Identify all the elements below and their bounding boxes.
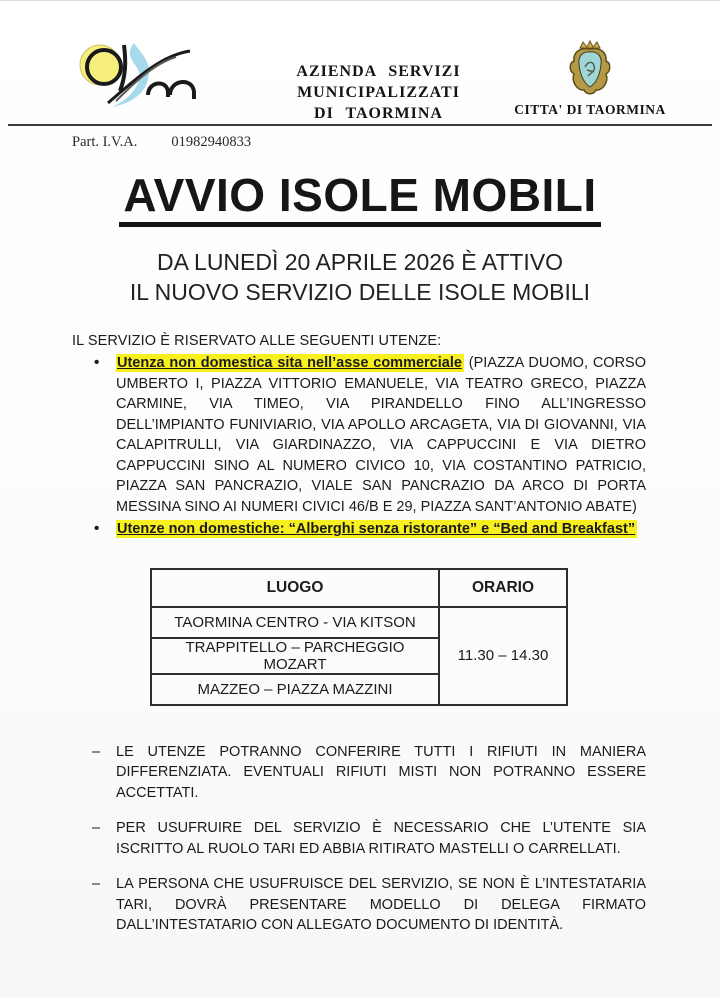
page-title	[0, 171, 720, 227]
table-header-row	[151, 569, 567, 607]
org-name-line1: AZIENDA SERVIZI MUNICIPALIZZATI	[296, 63, 461, 101]
bullet-item-alberghi-bb	[72, 519, 646, 540]
document-body	[0, 333, 720, 936]
table-cell-orario: 11.30 – 14.30	[439, 607, 567, 705]
notes-list	[72, 742, 646, 936]
note-item	[72, 818, 646, 859]
bullet-item-asse-commerciale	[72, 353, 646, 517]
highlighted-phrase: Utenze non domestiche: “Alberghi senza ristorante” e “Bed and Breakfast”	[117, 521, 636, 538]
subtitle	[0, 247, 720, 307]
taormina-crest-icon	[563, 39, 617, 99]
table-cell-luogo: MAZZEO – PIAZZA MAZZINI	[151, 674, 439, 705]
note-text: LA PERSONA CHE USUFRUISCE DEL SERVIZIO, SE NON È L’INTESTATARIA TARI, DOVRÀ PRESENTARE MODELLO DI DELEGA FIRMATO DALL’INTESTATARIO CON ALLEGATO DOCUMENTO DI IDENTITÀ.	[116, 876, 646, 934]
dash-bullet-icon: –	[92, 743, 101, 760]
bullet-rest-text: (PIAZZA DUOMO, CORSO UMBERTO I, PIAZZA VITTORIO EMANUELE, VIA TEATRO GRECO, PIAZZA CARMINE, VIA TIMEO, VIA PIRANDELLO FINO ALL’INGRESSO DELL’IMPIANTO FUNIVIARIO, VIA APOLLO ARCAGETA, VIA DI GIOVANNI, VIA CALAPITRULLI, VIA GIARDINAZZO, VIA CAPPUCCINI E VIA DIETRO CAPPUCCINI SINO AL NUMERO CIVICO 10, VIA COSTANTINO PATRICIO, PIAZZA SAN PANCRAZIO, VIALE SAN PANCRAZIO DA ARCO DI PORTA MESSINA SINO AI NUMERI CIVICI 46/B E 29, PIAZZA SANT’ANTONIO ABATE)	[116, 355, 646, 515]
dash-bullet-icon: –	[92, 876, 101, 893]
note-item	[72, 874, 646, 936]
org-name	[237, 61, 520, 124]
highlighted-phrase: Utenza non domestica sita nell’asse commerciale	[117, 355, 462, 372]
asm-logo-svg	[72, 39, 222, 113]
note-text: PER USUFRUIRE DEL SERVIZIO È NECESSARIO CHE L’UTENTE SIA ISCRITTO AL RUOLO TARI ED ABBIA RITIRATO MASTELLI O CARRELLATI.	[116, 820, 646, 857]
vat-label: Part. I.V.A.	[72, 134, 138, 150]
table-row	[151, 607, 567, 638]
subtitle-line2: IL NUOVO SERVIZIO DELLE ISOLE MOBILI	[129, 279, 591, 306]
table-header-orario: ORARIO	[439, 569, 567, 607]
intro-text: IL SERVIZIO È RISERVATO ALLE SEGUENTI UTENZE:	[72, 333, 442, 350]
document-header	[0, 1, 720, 124]
bullet-dot-icon: •	[94, 520, 100, 538]
vat-number: 01982940833	[171, 134, 252, 150]
vat-line	[0, 126, 720, 151]
utenze-bullet-list	[72, 353, 646, 540]
dash-bullet-icon: –	[92, 820, 101, 837]
page-title-text: AVVIO ISOLE MOBILI	[119, 171, 600, 227]
subtitle-line1: DA LUNEDÌ 20 APRILE 2026 È ATTIVO	[156, 249, 564, 276]
city-crest-block	[514, 39, 666, 118]
table-cell-luogo: TAORMINA CENTRO - VIA KITSON	[151, 607, 439, 638]
table-header-luogo: LUOGO	[151, 569, 439, 607]
table-cell-luogo: TRAPPITELLO – PARCHEGGIO MOZART	[151, 638, 439, 674]
bullet-dot-icon: •	[94, 354, 100, 372]
asm-logo-icon	[72, 39, 237, 118]
note-text: LE UTENZE POTRANNO CONFERIRE TUTTI I RIFIUTI IN MANIERA DIFFERENZIATA. EVENTUALI RIFIUTI MISTI NON POTRANNO ESSERE ACCETTATI.	[116, 743, 646, 801]
city-label: CITTA' DI TAORMINA	[514, 102, 666, 117]
note-item	[72, 742, 646, 804]
org-name-line2: DI TAORMINA	[314, 105, 443, 122]
schedule-table	[150, 568, 568, 706]
